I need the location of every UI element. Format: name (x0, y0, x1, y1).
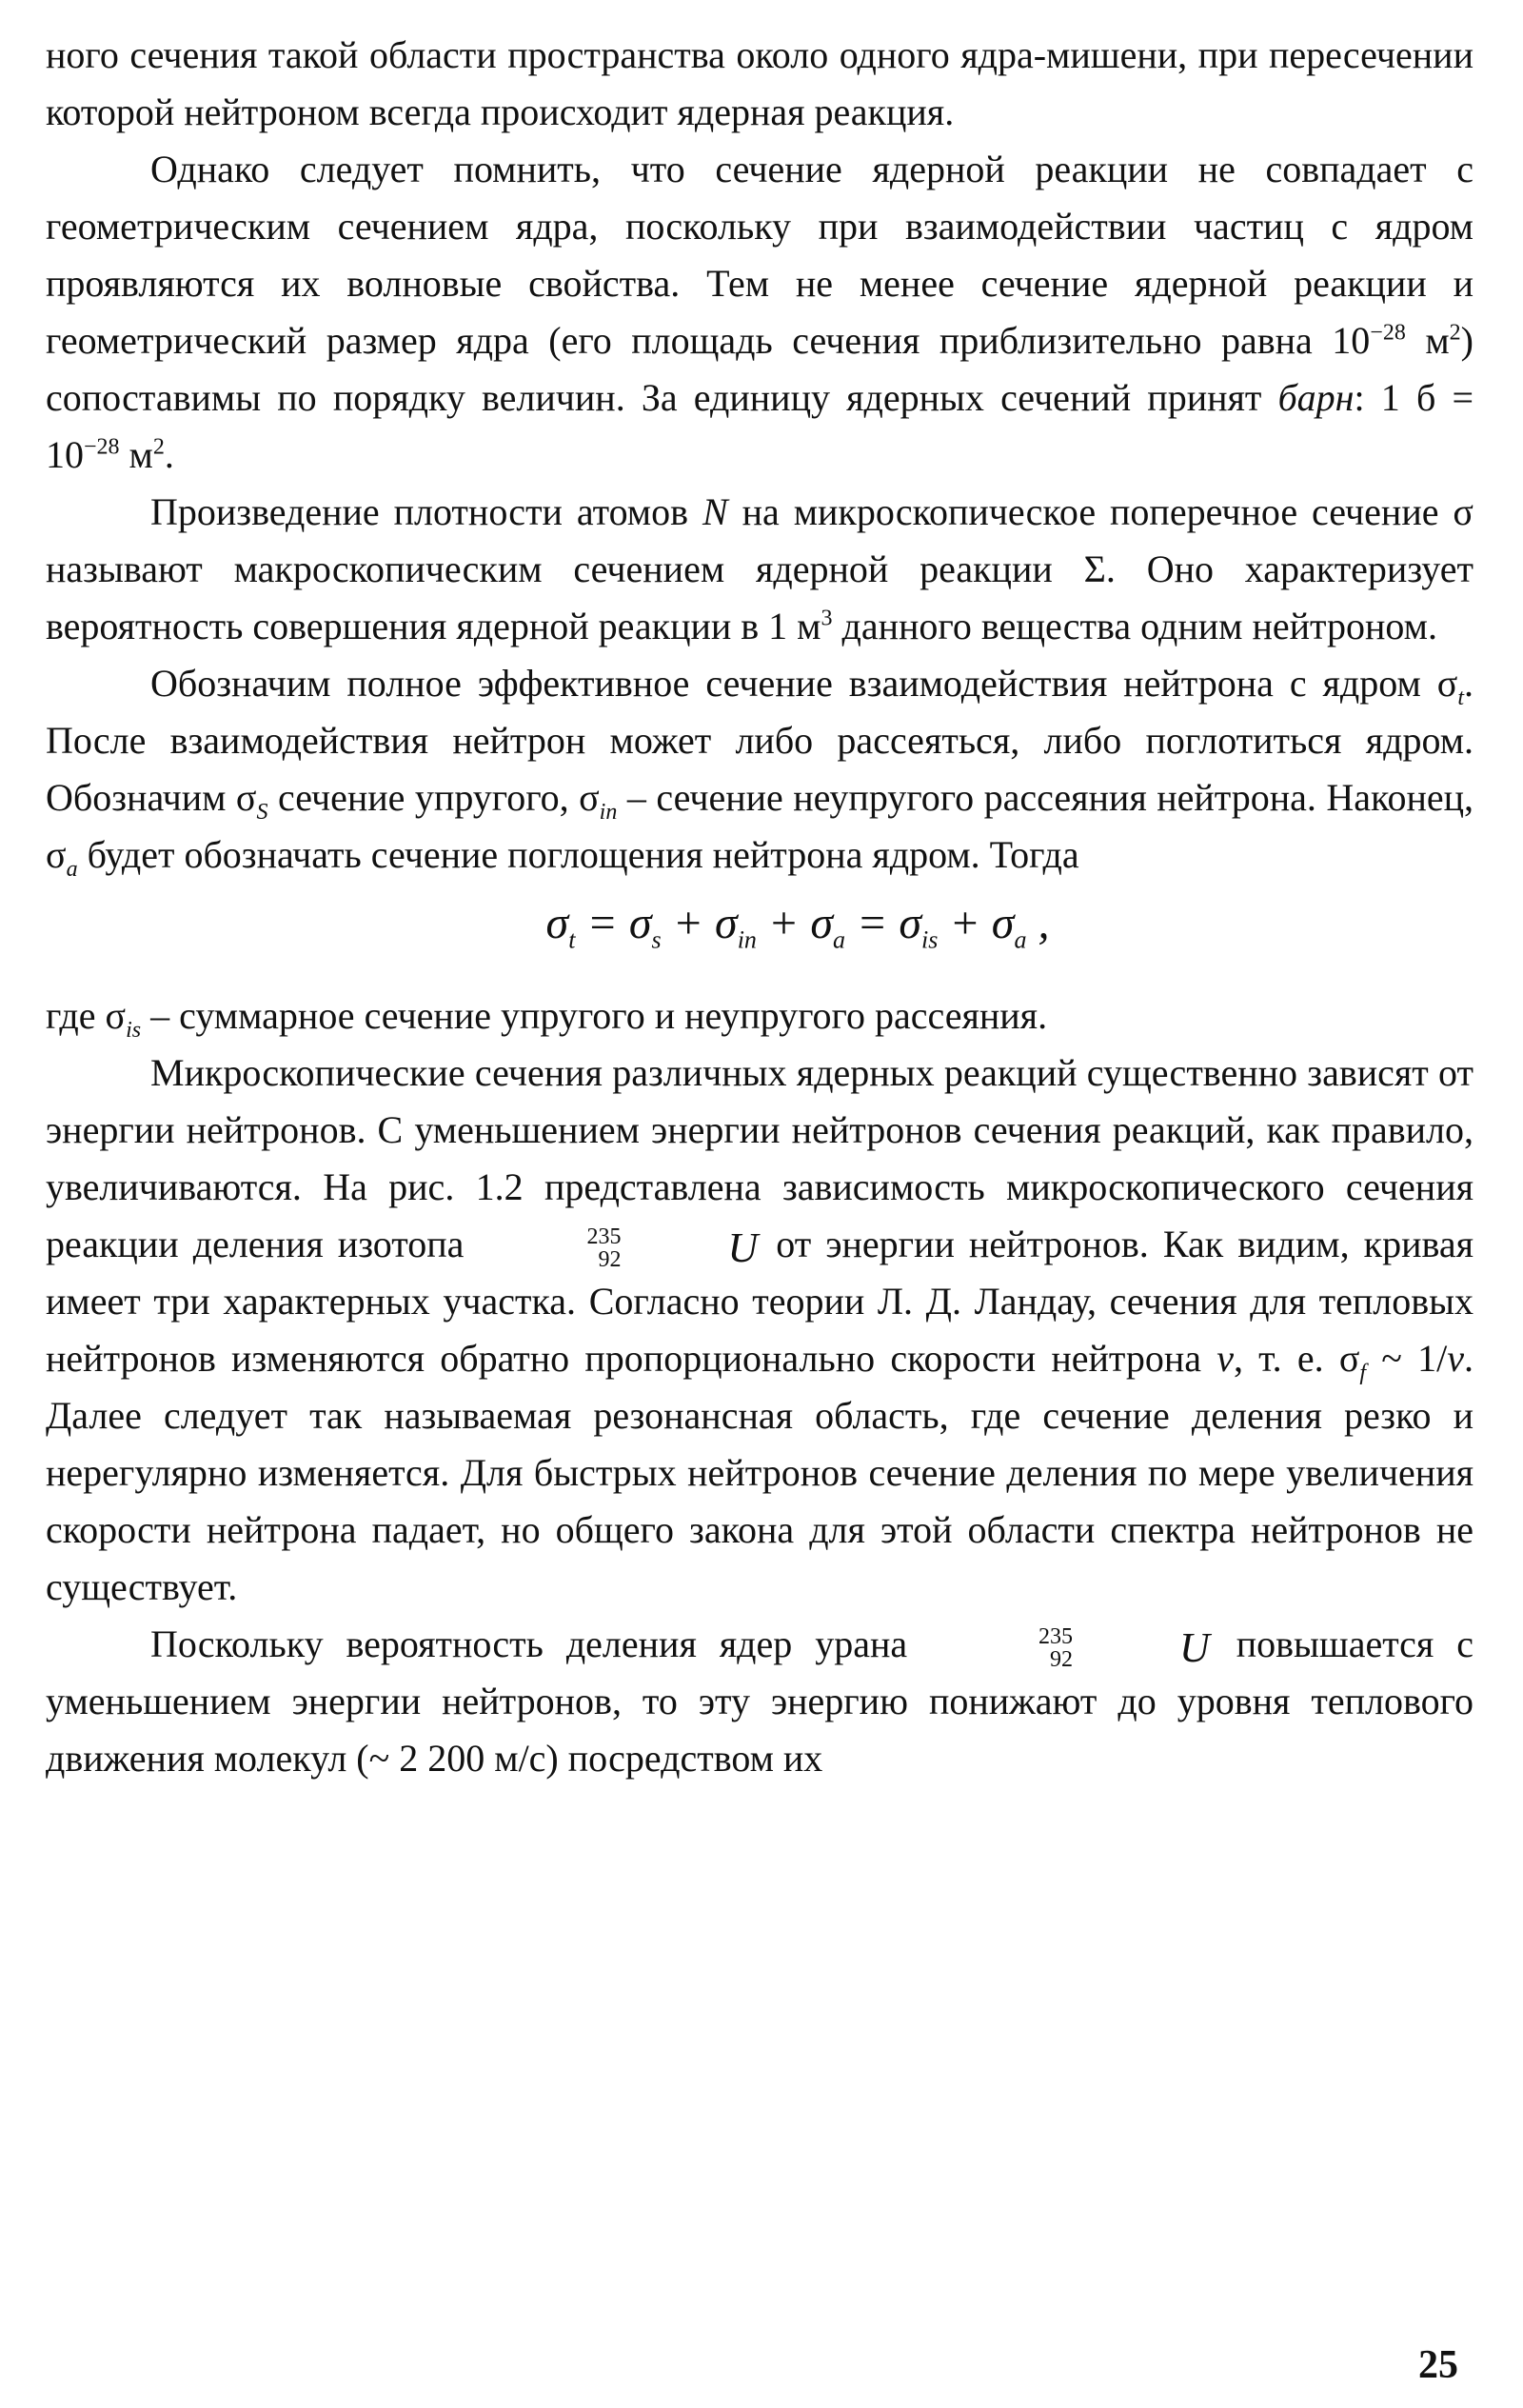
page-body (46, 27, 1474, 1787)
paragraph-1: ного сечения такой области пространства около одного ядра-мишени, при пересечении которой нейтроном всегда происходит ядерная реакция. (46, 33, 1474, 133)
paragraph-5: где $\sigma_{is}$ – суммарное сечение упругого и неупругого рассеяния. (46, 994, 1048, 1044)
page-number: 25 (1418, 2343, 1458, 2387)
cross-section-formula: $\sigma_t = \sigma_s + \sigma_{in} + \sigma_a = \sigma_{is} + \sigma_a$ , (545, 898, 1050, 954)
isotope-u235: 235 92 U (586, 1224, 759, 1272)
paragraph-4: Обозначим полное эффективное сечение взаимодействия нейтрона с ядром $\sigma_t$. После взаимодействия нейтрон может либо рассеяться, либо поглотиться ядром. Обозначим $\sigma_S$ сечение упругого, $\sigma_{in}$ – сечение неупругого рассеяния нейтрона. Наконец, $\sigma_a$ будет обозначать сечение поглощения нейтрона ядром. Тогда (46, 662, 1474, 882)
paragraph-7: Поскольку вероятность деления ядер урана 235 92 U повышается с уменьшением энергии нейтронов, то эту энергию понижают до уровня теплового движения молекул (~ 2 200 м/с) посредством их (46, 1622, 1474, 1781)
paragraph-2: Однако следует помнить, что сечение ядерной реакции не совпадает с геометрическим сечением ядра, поскольку при взаимодействии частиц с ядром проявляются их волновые свойства. Тем не менее сечение ядерной реакции и геометрический размер ядра (его площадь сечения приблизительно равна $10^{-28}$ $м^2$) сопоставимы по порядку величин. За единицу ядерных сечений принят барн: 1 $б = 10^{-28}$ $м^2$. (46, 148, 1474, 476)
term-barn: барн (1277, 376, 1355, 419)
paragraph-6: Микроскопические сечения различных ядерных реакций существенно зависят от энергии нейтронов. С уменьшением энергии нейтронов сечения реакций, как правило, увеличиваются. На рис. 1.2 представлена зависимость микроскопического сечения реакции деления изотопа 235 92 U от энергии нейтронов. Как видим, кривая имеет три характерных участка. Согласно теории Л. Д. Ландау, сечения для тепловых нейтронов изменяются обратно пропорционально скорости нейтрона v, т. е. $\sigma_f$ ~ 1/v. Далее следует так называемая резонансная область, где сечение деления резко и нерегулярно изменяется. Для быстрых нейтронов сечение деления по мере увеличения скорости нейтрона падает, но общего закона для этой области спектра нейтронов не существует. (46, 1051, 1474, 1609)
paragraph-3: Произведение плотности атомов N на микроскопическое поперечное сечение σ называют макроскопическим сечением ядерной реакции Σ. Оно характеризует вероятность совершения ядерной реакции в 1 $м^3$ данного вещества одним нейтроном. (46, 490, 1474, 647)
isotope-u235: 235 92 U (1038, 1624, 1210, 1672)
